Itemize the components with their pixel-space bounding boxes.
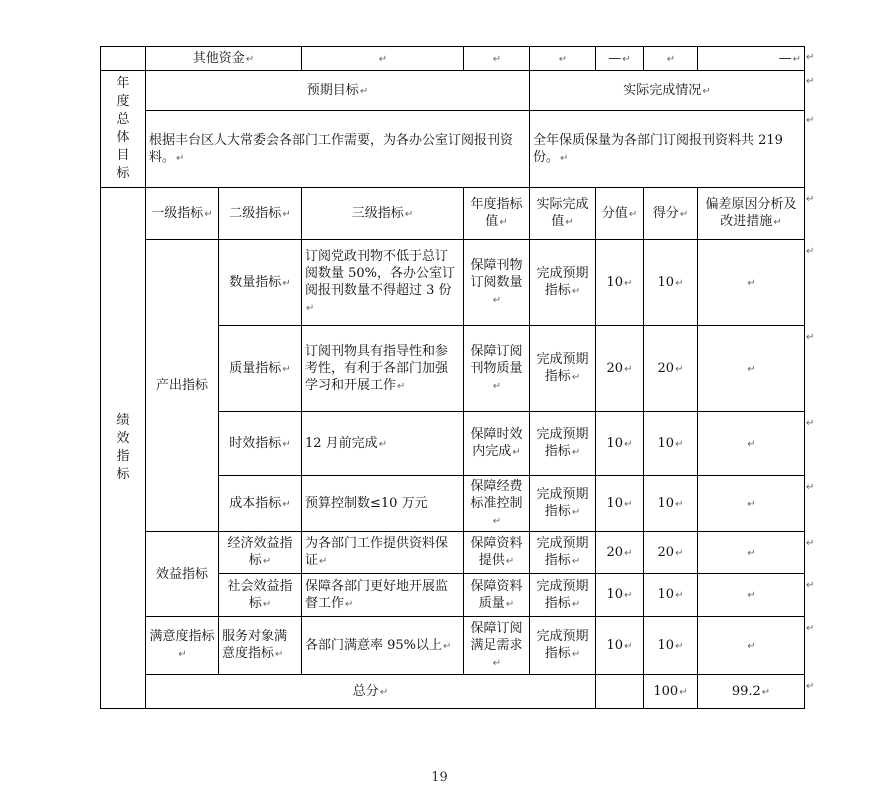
row-actual: 完成预期指标↵	[530, 326, 596, 412]
header-level3: 三级指标↵	[302, 188, 464, 240]
row-value: 20↵	[596, 326, 644, 412]
total-score: 99.2↵	[698, 675, 805, 709]
row-end-marks: ↵ ↵ ↵ ↵ ↵ ↵ ↵ ↵ ↵ ↵ ↵ ↵	[806, 52, 815, 692]
annual-goal-side-label: 年度总体目标	[101, 71, 146, 188]
performance-header-row	[101, 188, 805, 240]
row-deviation: ↵	[698, 240, 805, 326]
row-target: 保障订阅满足需求↵	[464, 617, 530, 675]
total-value: 100↵	[644, 675, 698, 709]
row-score: 20↵	[644, 326, 698, 412]
row-target: 保障订阅刊物质量↵	[464, 326, 530, 412]
other-funds-c5: ↵	[644, 47, 698, 71]
total-label: 总分↵	[146, 675, 596, 709]
other-funds-c1: ↵	[302, 47, 464, 71]
row-level2: 数量指标↵	[219, 240, 302, 326]
row-target: 保障刊物订阅数量↵	[464, 240, 530, 326]
row-actual: 完成预期指标↵	[530, 412, 596, 476]
group-output: 产出指标	[146, 240, 219, 532]
row-target: 保障时效内完成↵	[464, 412, 530, 476]
other-funds-label: 其他资金↵	[146, 47, 302, 71]
row-score: 10↵	[644, 476, 698, 532]
expected-header: 预期目标↵	[146, 71, 530, 111]
header-deviation: 偏差原因分析及改进措施↵	[698, 188, 805, 240]
row-level2: 成本指标↵	[219, 476, 302, 532]
row-score: 10↵	[644, 617, 698, 675]
other-funds-row	[101, 47, 805, 71]
row-actual: 完成预期指标↵	[530, 574, 596, 617]
row-deviation: ↵	[698, 532, 805, 574]
header-level1: 一级指标↵	[146, 188, 219, 240]
row-level2: 服务对象满意度指标↵	[219, 617, 302, 675]
row-value: 10↵	[596, 574, 644, 617]
annual-goal-content-row	[101, 111, 805, 188]
row-deviation: ↵	[698, 326, 805, 412]
row-score: 10↵	[644, 240, 698, 326]
performance-side-label: 绩效指标	[101, 188, 146, 709]
other-funds-blank	[101, 47, 146, 71]
row-level3: 12 月前完成↵	[302, 412, 464, 476]
row-deviation: ↵	[698, 617, 805, 675]
row-deviation: ↵	[698, 574, 805, 617]
header-annual-target: 年度指标值↵	[464, 188, 530, 240]
row-target: 保障经费标准控制↵	[464, 476, 530, 532]
row-value: 10↵	[596, 240, 644, 326]
row-value: 20↵	[596, 532, 644, 574]
row-value: 10↵	[596, 476, 644, 532]
actual-text: 全年保质保量为各部门订阅报刊资料共 219 份。↵	[530, 111, 805, 188]
row-value: 10↵	[596, 617, 644, 675]
table-row	[101, 240, 805, 326]
row-actual: 完成预期指标↵	[530, 532, 596, 574]
row-actual: 完成预期指标↵	[530, 240, 596, 326]
header-level2: 二级指标↵	[219, 188, 302, 240]
table-row	[101, 617, 805, 675]
group-benefit: 效益指标	[146, 532, 219, 617]
expected-text: 根据丰台区人大常委会各部门工作需要，为各办公室订阅报刊资料。↵	[146, 111, 530, 188]
page-number: 19	[431, 770, 448, 785]
actual-header: 实际完成情况↵	[530, 71, 805, 111]
header-actual-value: 实际完成值↵	[530, 188, 596, 240]
performance-table	[100, 46, 805, 709]
row-level3: 为各部门工作提供资料保证↵	[302, 532, 464, 574]
row-score: 10↵	[644, 574, 698, 617]
total-row	[101, 675, 805, 709]
header-score-value: 分值↵	[596, 188, 644, 240]
row-level2: 质量指标↵	[219, 326, 302, 412]
group-satisfaction: 满意度指标↵	[146, 617, 219, 675]
table-row	[101, 532, 805, 574]
row-value: 10↵	[596, 412, 644, 476]
row-score: 10↵	[644, 412, 698, 476]
row-level3: 订阅党政刊物不低于总订阅数量 50%，各办公室订阅报刊数量不得超过 3 份↵	[302, 240, 464, 326]
row-target: 保障资料质量↵	[464, 574, 530, 617]
row-deviation: ↵	[698, 412, 805, 476]
row-score: 20↵	[644, 532, 698, 574]
row-level3: 保障各部门更好地开展监督工作↵	[302, 574, 464, 617]
row-level2: 社会效益指标↵	[219, 574, 302, 617]
row-level2: 经济效益指标↵	[219, 532, 302, 574]
header-score-got: 得分↵	[644, 188, 698, 240]
row-level3: 预算控制数≤10 万元	[302, 476, 464, 532]
other-funds-c4: —↵	[596, 47, 644, 71]
row-actual: 完成预期指标↵	[530, 476, 596, 532]
annual-goal-header-row	[101, 71, 805, 111]
row-level2: 时效指标↵	[219, 412, 302, 476]
total-blank	[596, 675, 644, 709]
row-level3: 订阅刊物具有指导性和参考性，有利于各部门加强学习和开展工作↵	[302, 326, 464, 412]
row-target: 保障资料提供↵	[464, 532, 530, 574]
other-funds-c6: —↵	[698, 47, 805, 71]
row-actual: 完成预期指标↵	[530, 617, 596, 675]
other-funds-c3: ↵	[530, 47, 596, 71]
row-level3: 各部门满意率 95%以上↵	[302, 617, 464, 675]
row-deviation: ↵	[698, 476, 805, 532]
other-funds-c2: ↵	[464, 47, 530, 71]
